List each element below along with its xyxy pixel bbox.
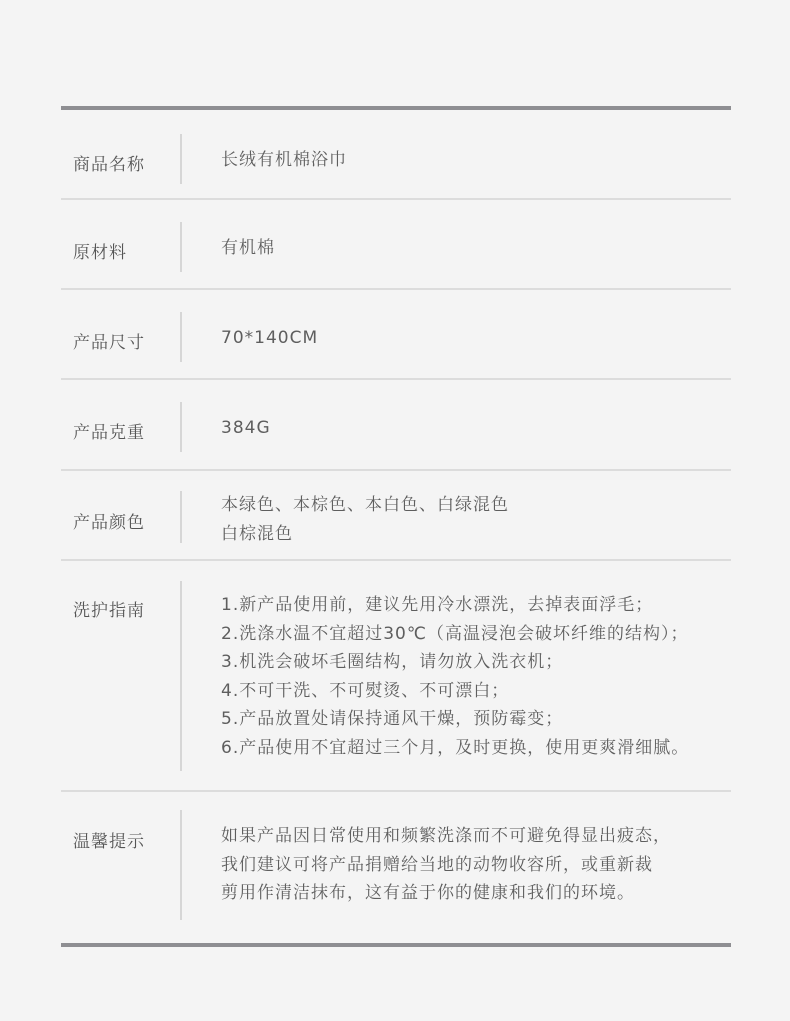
- divider: [180, 402, 182, 452]
- row-label: 产品尺寸: [73, 333, 145, 353]
- row-value: [221, 822, 671, 908]
- row-label: 商品名称: [73, 155, 145, 175]
- divider: [180, 810, 182, 920]
- value-line: 5.产品放置处请保持通风干燥，预防霉变；: [221, 709, 564, 729]
- value-line: 1.新产品使用前，建议先用冷水漂洗，去掉表面浮毛；: [221, 595, 654, 615]
- row-tips: [61, 792, 731, 943]
- row-label: 产品克重: [73, 423, 145, 443]
- row-label: 产品颜色: [73, 513, 145, 533]
- row-material: [61, 200, 731, 290]
- row-label: 原材料: [73, 243, 127, 263]
- value-line: 我们建议可将产品捐赠给当地的动物收容所，或重新裁: [221, 854, 653, 875]
- row-size: [61, 290, 731, 380]
- divider: [180, 134, 182, 184]
- value-line: 有机棉: [221, 238, 275, 258]
- value-line: 6.产品使用不宜超过三个月，及时更换，使用更爽滑细腻。: [221, 737, 690, 758]
- row-value: [221, 591, 689, 762]
- row-value: [221, 146, 347, 175]
- value-line: 4.不可干洗、不可熨烫、不可漂白；: [221, 680, 510, 701]
- divider: [180, 222, 182, 272]
- product-spec-table: [61, 106, 731, 947]
- divider: [180, 312, 182, 362]
- row-value: [221, 491, 509, 548]
- row-value: [221, 324, 318, 353]
- row-product-name: [61, 110, 731, 200]
- value-line: 2.洗涤水温不宜超过30℃（高温浸泡会破坏纤维的结构）；: [221, 623, 689, 644]
- value-line: 剪用作清洁抹布，这有益于你的健康和我们的环境。: [221, 883, 635, 903]
- value-line: 长绒有机棉浴巾: [221, 150, 347, 170]
- row-label: 洗护指南: [73, 601, 145, 621]
- bottom-rule: [61, 943, 731, 947]
- value-line: 384G: [221, 418, 271, 438]
- value-line: 本绿色、本棕色、本白色、白绿混色: [221, 495, 509, 515]
- value-line: 白棕混色: [221, 523, 293, 544]
- row-label: 温馨提示: [73, 832, 145, 852]
- row-value: [221, 234, 275, 263]
- divider: [180, 491, 182, 543]
- row-colors: [61, 471, 731, 561]
- divider: [180, 581, 182, 771]
- row-weight: [61, 380, 731, 471]
- value-line: 3.机洗会破坏毛圈结构，请勿放入洗衣机；: [221, 652, 564, 672]
- row-value: [221, 414, 271, 443]
- value-line: 70*140CM: [221, 328, 319, 348]
- value-line: 如果产品因日常使用和频繁洗涤而不可避免得显出疲态，: [221, 826, 671, 846]
- row-care-guide: [61, 561, 731, 792]
